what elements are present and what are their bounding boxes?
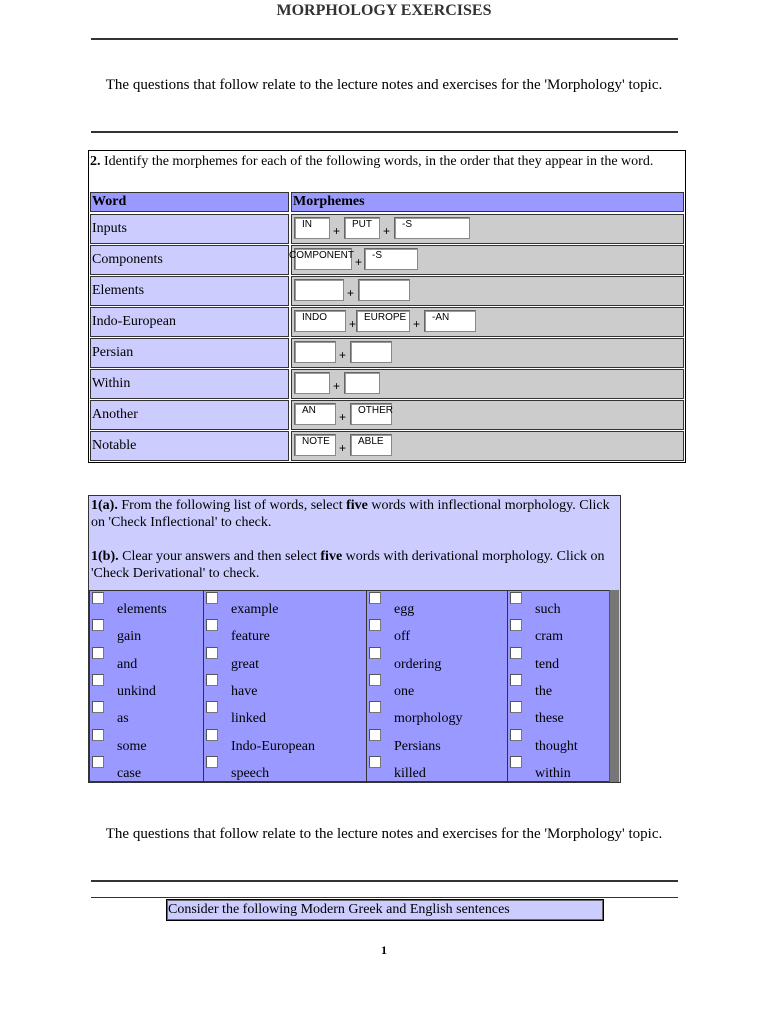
word-label: unkind [117,683,156,699]
word-label: feature [231,629,270,645]
word-option[interactable] [204,755,366,782]
word-label: have [231,683,258,699]
word-option[interactable] [508,646,609,673]
q1a-text: From the following list of words, select [121,498,343,513]
word-option[interactable] [90,646,203,673]
word-label: tend [535,656,560,672]
checkbox[interactable] [92,619,104,631]
word-label: and [117,656,138,672]
checkbox[interactable] [92,647,104,659]
morpheme-input[interactable]: -AN [424,310,476,332]
morphemes-cell [291,214,684,244]
morpheme-input[interactable]: -S [394,217,470,239]
morphemes-cell [291,245,684,275]
word-cell: Persian [90,338,289,368]
q1b-label: 1(b). [91,549,119,564]
word-column [203,590,367,782]
morphemes-cell [291,400,684,430]
q2-prompt [90,153,680,170]
word-option[interactable] [204,728,366,755]
header-morphemes: Morphemes [291,192,684,212]
word-label: the [535,683,553,699]
checkbox[interactable] [206,674,218,686]
checkbox[interactable] [206,701,218,713]
word-option[interactable] [204,673,366,700]
word-label: gain [117,629,142,645]
checkbox[interactable] [92,701,104,713]
checkbox[interactable] [510,729,522,741]
morphemes-cell [291,431,684,461]
q1a-label: 1(a). [91,498,118,513]
morphemes-cell [291,307,684,337]
word-option[interactable] [90,591,203,618]
q1-instructions [91,497,619,582]
word-label: speech [231,765,270,781]
word-option[interactable] [367,591,507,618]
word-column [366,590,508,782]
word-label: case [117,765,142,781]
morpheme-input[interactable] [358,279,410,301]
plus-sign: + [339,348,347,362]
morpheme-table [88,150,686,463]
word-option[interactable] [508,673,609,700]
morpheme-input[interactable]: EUROPE [356,310,410,332]
word-option[interactable] [204,618,366,645]
checkbox[interactable] [92,674,104,686]
word-option[interactable] [367,755,507,782]
q2-number: 2. [90,154,101,169]
word-option[interactable] [367,646,507,673]
word-option[interactable] [508,728,609,755]
plus-sign: + [347,286,355,300]
word-cell: Another [90,400,289,430]
word-column [89,590,204,782]
word-cell: Indo-European [90,307,289,337]
word-label: such [535,602,561,617]
plus-sign: + [355,255,363,269]
divider [91,38,678,40]
checkbox[interactable] [92,729,104,741]
checkbox[interactable] [510,647,522,659]
page-number: 1 [381,943,387,957]
word-label: one [394,683,415,699]
morpheme-input[interactable]: IN [294,217,330,239]
q2-prompt-text: Identify the morphemes for each of the following words, in the order that they appear in the word. [104,154,654,169]
word-column [507,590,610,782]
word-option[interactable] [90,728,203,755]
checkbox[interactable] [510,674,522,686]
word-option[interactable] [204,591,366,618]
divider [91,131,678,133]
morpheme-input[interactable]: OTHER [350,403,392,425]
plus-sign: + [383,224,391,238]
word-label: example [231,602,279,617]
checkbox[interactable] [369,619,381,631]
word-option[interactable] [90,755,203,782]
word-label: some [117,738,147,754]
checkbox[interactable] [369,729,381,741]
word-option[interactable] [508,700,609,727]
word-label: ordering [394,656,442,672]
morpheme-input[interactable] [350,341,392,363]
word-label: Persians [394,738,441,754]
word-cell: Elements [90,276,289,306]
word-option[interactable] [367,728,507,755]
word-label: Indo-European [231,738,315,754]
morpheme-input[interactable]: -S [364,248,418,270]
page-title: MORPHOLOGY EXERCISES [276,2,492,19]
word-label: great [231,656,259,672]
morpheme-input[interactable] [294,279,344,301]
checkbox[interactable] [369,592,381,604]
word-label: morphology [394,711,463,727]
morpheme-input[interactable]: ABLE [350,434,392,456]
q1a-bold: five [346,498,368,513]
word-option[interactable] [508,755,609,782]
q1b-text-2: words with derivational morphology. Click on 'Check Derivational' to check. [91,549,605,581]
morpheme-input[interactable]: AN [294,403,336,425]
checkbox[interactable] [369,674,381,686]
word-option[interactable] [367,618,507,645]
plus-sign: + [339,410,347,424]
q1b-text: Clear your answers and then select [122,549,317,564]
morphemes-cell [291,369,684,399]
word-option[interactable] [367,673,507,700]
morphemes-cell [291,338,684,368]
checkbox[interactable] [510,592,522,604]
checkbox[interactable] [510,619,522,631]
plus-sign: + [339,441,347,455]
intro-text: The questions that follow relate to the lecture notes and exercises for the 'Morphology' topic. [105,77,663,93]
checkbox[interactable] [369,701,381,713]
morpheme-input[interactable]: PUT [344,217,380,239]
divider-thin [91,897,678,898]
plus-sign: + [413,317,421,331]
checkbox[interactable] [369,756,381,768]
checkbox[interactable] [206,647,218,659]
checkbox[interactable] [510,701,522,713]
word-option[interactable] [508,591,609,618]
q1a-text-2: words with inflectional morphology. Click on 'Check Inflectional' to check. [91,498,610,530]
word-label: thought [535,738,578,754]
intro-text-2: The questions that follow relate to the lecture notes and exercises for the 'Morphology' topic. [105,826,663,842]
plus-sign: + [349,317,357,331]
vertical-scrollbar[interactable] [609,590,619,782]
morpheme-input[interactable] [294,372,330,394]
word-option[interactable] [90,700,203,727]
checkbox[interactable] [369,647,381,659]
checkbox[interactable] [510,756,522,768]
plus-sign: + [333,379,341,393]
morpheme-input[interactable] [294,341,336,363]
checkbox[interactable] [206,592,218,604]
checkbox[interactable] [92,756,104,768]
word-label: off [394,629,411,645]
checkbox[interactable] [206,729,218,741]
word-option[interactable] [367,700,507,727]
word-option[interactable] [204,700,366,727]
word-option[interactable] [508,618,609,645]
plus-sign: + [333,224,341,238]
checkbox[interactable] [92,592,104,604]
morpheme-input[interactable]: NOTE [294,434,336,456]
checkbox[interactable] [206,756,218,768]
word-label: these [535,711,564,727]
word-cell: Inputs [90,214,289,244]
word-cell: Notable [90,431,289,461]
q1b-bold: five [320,549,343,564]
word-option[interactable] [204,646,366,673]
word-label: egg [394,602,415,617]
word-label: elements [117,602,167,617]
divider [91,880,678,882]
word-label: linked [231,711,266,727]
word-cell: Components [90,245,289,275]
morphemes-cell [291,276,684,306]
word-label: within [535,765,571,781]
word-selection-panel [88,495,621,783]
word-option[interactable] [90,618,203,645]
word-cell: Within [90,369,289,399]
word-label: cram [535,629,563,645]
header-word: Word [90,192,289,212]
consider-banner: Consider the following Modern Greek and English sentences [166,899,604,921]
morpheme-input[interactable]: COMPONENT [294,248,352,270]
word-label: killed [394,765,426,781]
morpheme-input[interactable]: INDO [294,310,346,332]
checkbox[interactable] [206,619,218,631]
morpheme-input[interactable] [344,372,380,394]
word-label: as [117,711,129,727]
word-option[interactable] [90,673,203,700]
